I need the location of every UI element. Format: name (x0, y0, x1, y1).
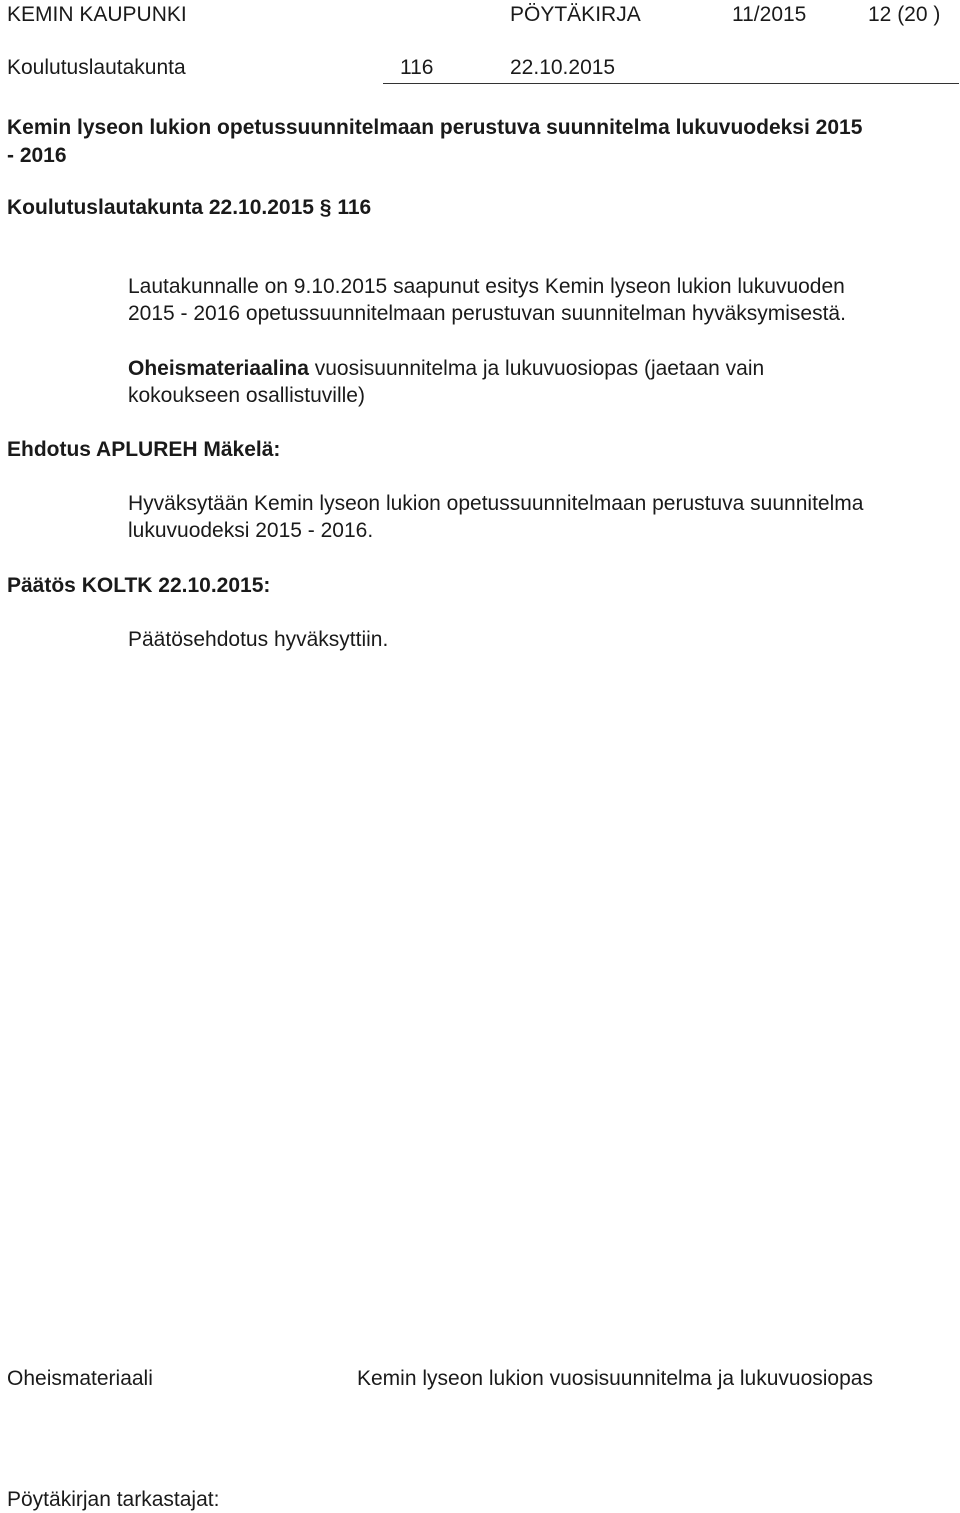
intro-line-2: 2015 - 2016 opetussuunnitelmaan perustuvan suunnitelman hyväksymisestä. (128, 302, 846, 325)
attachment-line-1 (128, 355, 764, 382)
attachment-lead: Oheismateriaalina (128, 357, 309, 380)
proposal-line-2: lukuvuodeksi 2015 - 2016. (128, 519, 374, 542)
intro-paragraph (128, 273, 846, 327)
attachment-line-2: kokoukseen osallistuville) (128, 384, 365, 407)
footer-attachment-value: Kemin lyseon lukion vuosisuunnitelma ja lukuvuosiopas (357, 1367, 873, 1390)
agenda-title (7, 114, 862, 170)
meeting-reference-section: 116 (337, 196, 372, 219)
proposal-line-1: Hyväksytään Kemin lyseon lukion opetussuunnitelmaan perustuva suunnitelma (128, 492, 864, 515)
proposal-paragraph (128, 490, 863, 544)
attachment-paragraph (128, 355, 764, 409)
document-type: PÖYTÄKIRJA (510, 3, 641, 26)
attachment-line-1-rest: vuosisuunnitelma ja lukuvuosiopas (jaetaan vain (308, 357, 765, 380)
agenda-title-line-2: - 2016 (7, 144, 67, 167)
protocol-number: 11/2015 (732, 3, 807, 26)
agenda-title-line-1: Kemin lyseon lukion opetussuunnitelmaan perustuva suunnitelma lukuvuodeksi 2015 (7, 116, 863, 139)
organization-name: KEMIN KAUPUNKI (7, 3, 187, 26)
meeting-reference (7, 194, 371, 221)
intro-line-1: Lautakunnalle on 9.10.2015 saapunut esitys Kemin lyseon lukion lukuvuoden (128, 275, 845, 298)
footer-attachment-label: Oheismateriaali (7, 1367, 153, 1390)
section-number: 116 (400, 56, 434, 79)
decision-text: Päätösehdotus hyväksyttiin. (128, 628, 389, 651)
footer-checkers-label: Pöytäkirjan tarkastajat: (7, 1488, 220, 1511)
meeting-reference-text: Koulutuslautakunta 22.10.2015 (7, 196, 314, 219)
board-name: Koulutuslautakunta (7, 56, 186, 79)
decision-label: Päätös KOLTK 22.10.2015: (7, 574, 271, 597)
page-info: 12 (20 ) (868, 3, 941, 26)
proposal-label: Ehdotus APLUREH Mäkelä: (7, 438, 281, 461)
header-divider (383, 83, 959, 84)
section-sign: § (319, 196, 332, 219)
meeting-date: 22.10.2015 (510, 56, 616, 79)
